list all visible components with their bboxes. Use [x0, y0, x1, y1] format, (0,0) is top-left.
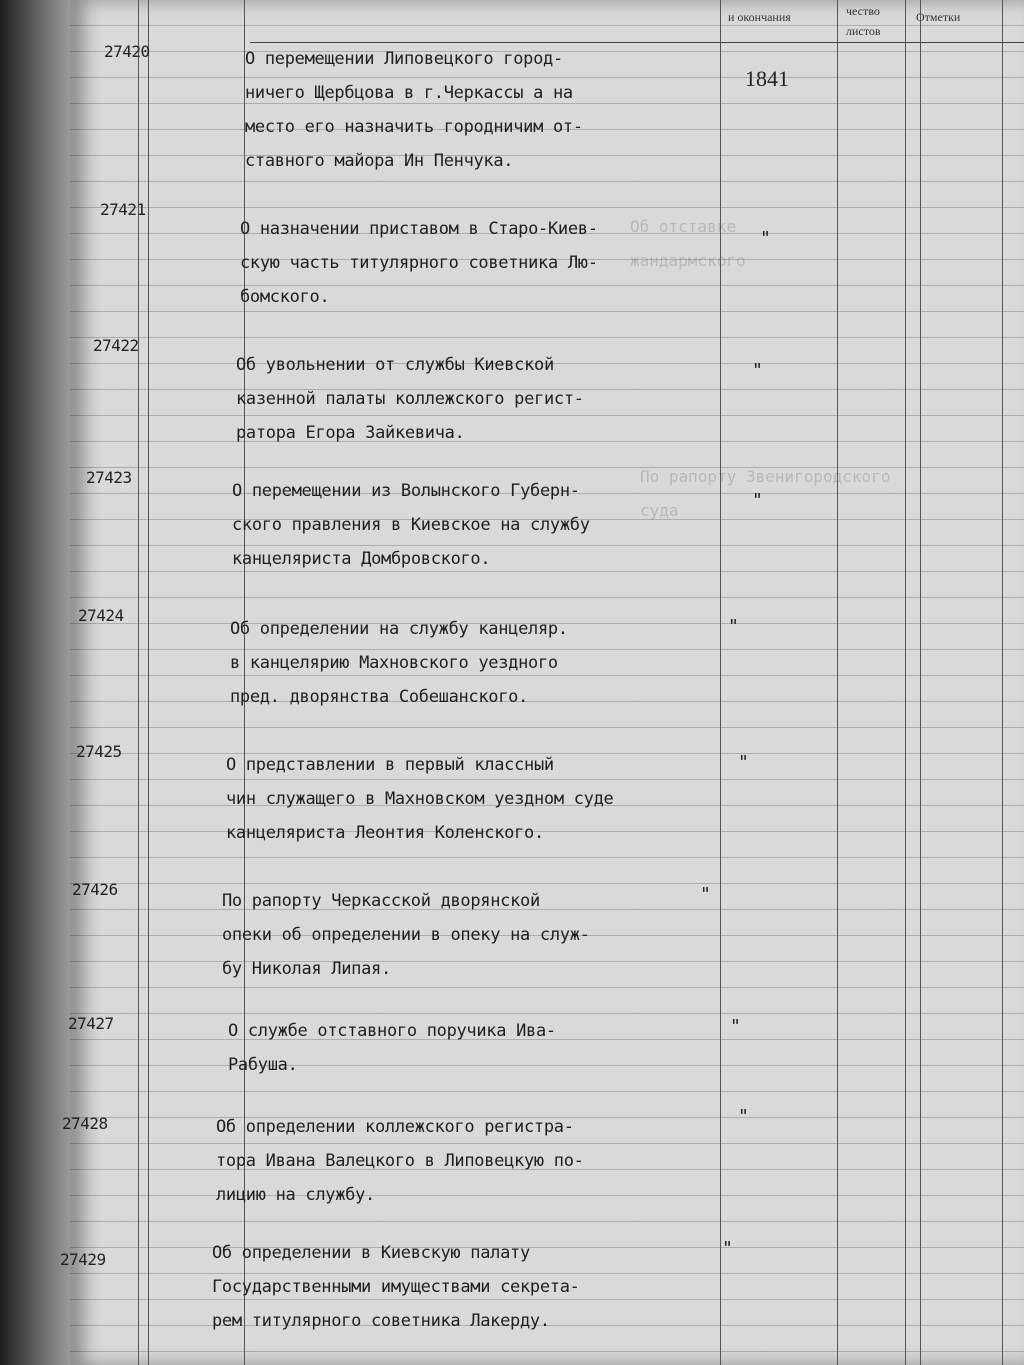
ledger-rule	[837, 0, 838, 1365]
ditto-mark: "	[738, 1106, 749, 1127]
record-number: 27429	[60, 1250, 106, 1269]
ditto-mark: "	[738, 752, 749, 773]
ditto-mark: "	[722, 1238, 733, 1259]
record-number: 27423	[86, 468, 132, 487]
year-value: 1841	[745, 66, 789, 91]
record-text: По рапорту Черкасской дворянской опеки об определении в опеку на служ- бу Николая Липая.	[222, 891, 590, 979]
bleed-through: По рапорту Звенигородского суда	[640, 467, 891, 520]
record-text: Об определении на службу канцеляр. в канцелярию Махновского уездного пред. дворянства Собешанского.	[230, 619, 568, 707]
record-text: Об увольнении от службы Киевской казенной палаты коллежского регист- ратора Егора Зайкевича.	[236, 355, 584, 443]
record-text: О службе отставного поручика Ива- Рабуша.	[228, 1021, 556, 1075]
record-number: 27421	[100, 200, 146, 219]
binding-gutter	[0, 0, 70, 1365]
ditto-mark: "	[752, 360, 763, 381]
record-text: Об определении коллежского регистра- тора Ивана Валецкого в Липовецкую по- лицию на службу.	[216, 1117, 584, 1205]
ditto-mark: "	[728, 616, 739, 637]
record-text: О представлении в первый классный чин служащего в Махновском уездном суде канцеляриста Леонтия Коленского.	[226, 755, 614, 843]
ditto-mark: "	[730, 1016, 741, 1037]
column-header-end-date: и окончания	[728, 10, 791, 24]
ditto-mark: "	[760, 228, 771, 249]
record-text: О перемещении Липовецкого город- ничего Щербцова в г.Черкассы а на место его назначить городничим от- ставного майора Ин Пенчука.	[245, 49, 583, 171]
record-number: 27424	[78, 606, 124, 625]
record-text: О перемещении из Волынского Губерн- ского правления в Киевское на службу канцеляриста Домбровского.	[232, 481, 590, 569]
record-number: 27422	[93, 336, 139, 355]
ledger-rule	[148, 0, 149, 1365]
record-number: 27427	[68, 1014, 114, 1033]
ledger-rule	[1002, 0, 1003, 1365]
ditto-mark: "	[700, 884, 711, 905]
record-number: 27425	[76, 742, 122, 761]
column-header-sheets-1: чество	[846, 4, 880, 18]
ditto-mark: "	[752, 490, 763, 511]
ledger-rule	[720, 0, 721, 1365]
record-number: 27426	[72, 880, 118, 899]
ledger-rule	[905, 0, 906, 1365]
record-text: О назначении приставом в Старо-Киев- скую часть титулярного советника Лю- бомского.	[240, 219, 598, 307]
record-text: Об определении в Киевскую палату Государственными имуществами секрета- рем титулярного советника Лакерду.	[212, 1243, 580, 1331]
bleed-through: Об отставке жандармского	[630, 217, 746, 270]
record-number: 27420	[104, 42, 150, 61]
ledger-rule	[920, 0, 921, 1365]
record-number: 27428	[62, 1114, 108, 1133]
column-header-notes: Отметки	[916, 10, 961, 24]
column-header-sheets-2: листов	[846, 24, 881, 38]
